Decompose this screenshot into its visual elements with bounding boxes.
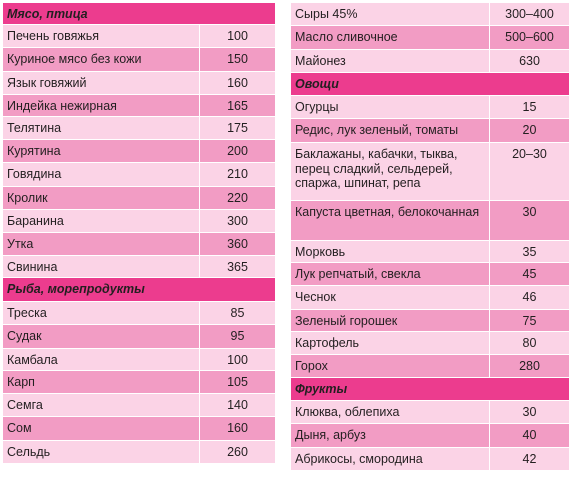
- table-row: [3, 256, 276, 278]
- calorie-value: 220: [200, 187, 276, 210]
- calorie-value: 35: [490, 241, 570, 263]
- table-row: [3, 302, 276, 325]
- food-name: Треска: [3, 302, 200, 325]
- calorie-value: 160: [200, 72, 276, 95]
- food-name: Морковь: [291, 241, 490, 263]
- table-row: [3, 325, 276, 349]
- calorie-value: 75: [490, 310, 570, 332]
- food-name: Свинина: [3, 256, 200, 278]
- food-name: Масло сливочное: [291, 26, 490, 50]
- food-name: Судак: [3, 325, 200, 349]
- calorie-table-right: [290, 2, 570, 471]
- food-name: Клюква, облепиха: [291, 401, 490, 424]
- calorie-value: 15: [490, 96, 570, 119]
- table-row: [3, 349, 276, 371]
- calorie-value: 160: [200, 417, 276, 441]
- food-name: Абрикосы, смородина: [291, 448, 490, 471]
- calorie-value: 300: [200, 210, 276, 233]
- calorie-value: 100: [200, 349, 276, 371]
- table-row: [3, 117, 276, 140]
- calorie-value: 630: [490, 50, 570, 73]
- table-row: [3, 441, 276, 464]
- section-title: Мясо, птица: [3, 3, 276, 25]
- section-title: Овощи: [291, 73, 570, 96]
- table-row: [3, 233, 276, 256]
- calorie-value: 360: [200, 233, 276, 256]
- table-row: [3, 95, 276, 117]
- food-name: Дыня, арбуз: [291, 424, 490, 448]
- section-title: Фрукты: [291, 378, 570, 401]
- section-header: [291, 378, 570, 401]
- calorie-value: 140: [200, 394, 276, 417]
- section-title: Рыба, морепродукты: [3, 278, 276, 302]
- table-row: [3, 394, 276, 417]
- table-row: [3, 417, 276, 441]
- food-name: Сельдь: [3, 441, 200, 464]
- table-row: [291, 310, 570, 332]
- food-name: Кролик: [3, 187, 200, 210]
- food-name: Капуста цветная, белокочанная: [291, 201, 490, 241]
- food-name: Камбала: [3, 349, 200, 371]
- table-row: [3, 163, 276, 187]
- section-header: [291, 73, 570, 96]
- food-name: Печень говяжья: [3, 25, 200, 48]
- food-name: Лук репчатый, свекла: [291, 263, 490, 286]
- calorie-value: 80: [490, 332, 570, 355]
- food-name: Телятина: [3, 117, 200, 140]
- table-row: [291, 119, 570, 143]
- section-header: [3, 278, 276, 302]
- table-row: [291, 424, 570, 448]
- table-row: [291, 50, 570, 73]
- table-row: [3, 140, 276, 163]
- food-name: Майонез: [291, 50, 490, 73]
- calorie-value: 280: [490, 355, 570, 378]
- table-row: [291, 3, 570, 26]
- calorie-value: 175: [200, 117, 276, 140]
- calorie-table-left: [2, 2, 276, 464]
- table-row: [291, 355, 570, 378]
- food-name: Семга: [3, 394, 200, 417]
- calorie-value: 20–30: [490, 143, 570, 201]
- food-name: Баранина: [3, 210, 200, 233]
- table-row: [291, 286, 570, 310]
- food-name: Карп: [3, 371, 200, 394]
- calorie-value: 150: [200, 48, 276, 72]
- calorie-value: 260: [200, 441, 276, 464]
- calorie-value: 100: [200, 25, 276, 48]
- calorie-value: 500–600: [490, 26, 570, 50]
- table-row: [291, 448, 570, 471]
- table-row: [291, 143, 570, 201]
- food-name: Говядина: [3, 163, 200, 187]
- calorie-value: 46: [490, 286, 570, 310]
- table-row: [3, 187, 276, 210]
- table-row: [291, 332, 570, 355]
- table-row: [291, 401, 570, 424]
- calorie-value: 165: [200, 95, 276, 117]
- food-name: Картофель: [291, 332, 490, 355]
- calorie-value: 45: [490, 263, 570, 286]
- calorie-value: 95: [200, 325, 276, 349]
- food-name: Утка: [3, 233, 200, 256]
- food-name: Курятина: [3, 140, 200, 163]
- food-name: Зеленый горошек: [291, 310, 490, 332]
- calorie-value: 30: [490, 201, 570, 241]
- calorie-value: 20: [490, 119, 570, 143]
- calorie-value: 300–400: [490, 3, 570, 26]
- food-name: Язык говяжий: [3, 72, 200, 95]
- table-row: [3, 72, 276, 95]
- calorie-value: 30: [490, 401, 570, 424]
- food-name: Огурцы: [291, 96, 490, 119]
- table-row: [3, 48, 276, 72]
- calorie-value: 85: [200, 302, 276, 325]
- food-name: Куриное мясо без кожи: [3, 48, 200, 72]
- table-row: [3, 25, 276, 48]
- table-row: [3, 371, 276, 394]
- food-name: Сыры 45%: [291, 3, 490, 26]
- calorie-value: 210: [200, 163, 276, 187]
- table-row: [291, 263, 570, 286]
- food-name: Баклажаны, кабачки, тыква, перец сладкий, сельдерей, спаржа, шпинат, репа: [291, 143, 490, 201]
- calorie-value: 365: [200, 256, 276, 278]
- food-name: Горох: [291, 355, 490, 378]
- food-name: Сом: [3, 417, 200, 441]
- table-body-left: [3, 3, 276, 464]
- calorie-value: 105: [200, 371, 276, 394]
- table-row: [291, 241, 570, 263]
- calorie-value: 200: [200, 140, 276, 163]
- table-row: [291, 26, 570, 50]
- food-name: Редис, лук зеленый, томаты: [291, 119, 490, 143]
- food-name: Индейка нежирная: [3, 95, 200, 117]
- table-row: [291, 96, 570, 119]
- food-name: Чеснок: [291, 286, 490, 310]
- table-row: [3, 210, 276, 233]
- calorie-value: 40: [490, 424, 570, 448]
- section-header: [3, 3, 276, 25]
- table-row: [291, 201, 570, 241]
- table-body-right: [291, 3, 570, 471]
- calorie-value: 42: [490, 448, 570, 471]
